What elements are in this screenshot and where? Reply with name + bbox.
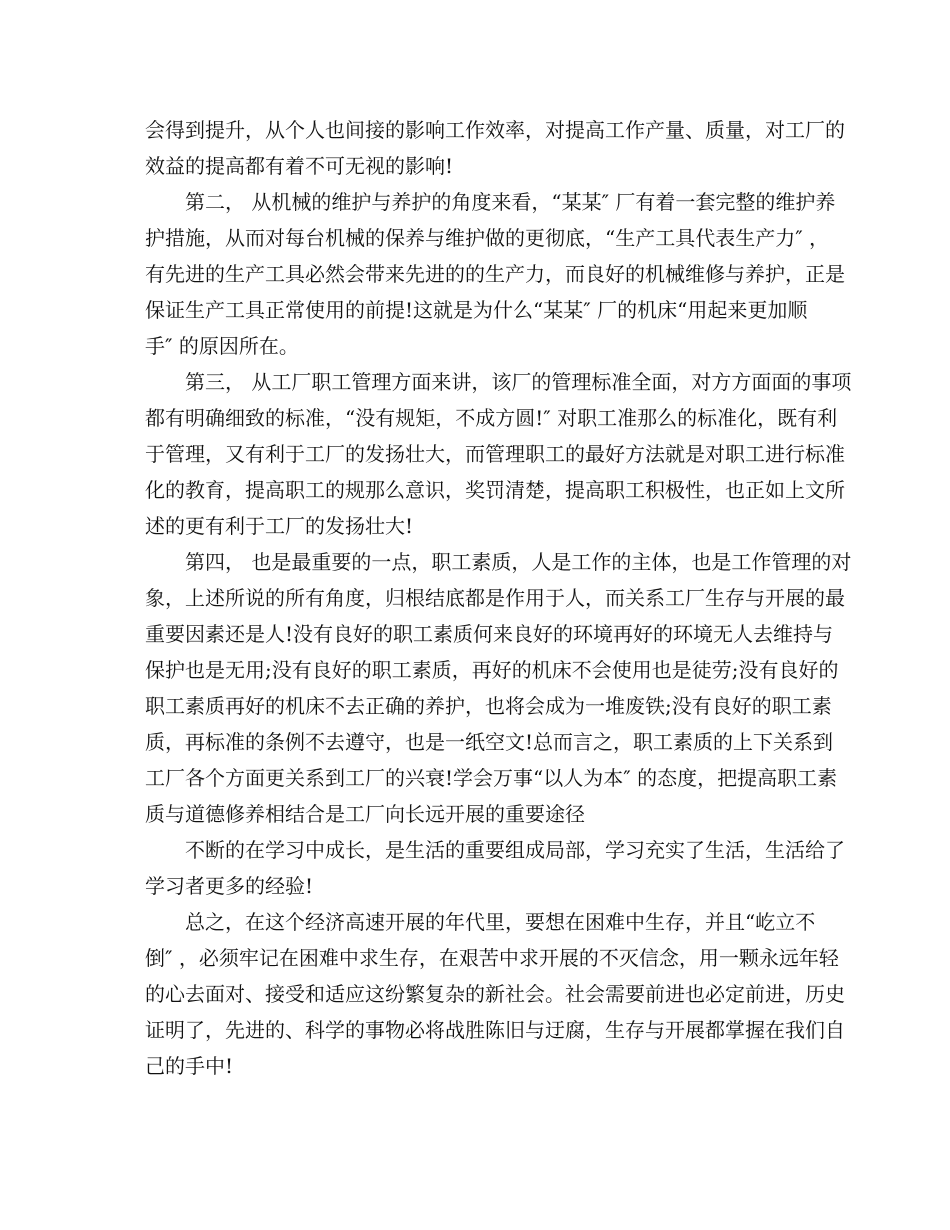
- text-line: 于管理，又有利于工厂的发扬壮大，而管理职工的最好方法就是对职工进行标准: [145, 442, 845, 466]
- text-line: 象，上述所说的所有角度，归根结底都是作用于人，而关系工厂生存与开展的最: [145, 586, 845, 610]
- text-line: 保证生产工具正常使用的前提!这就是为什么“某某″ 厂的机床“用起来更加顺: [145, 298, 808, 322]
- text-line: 工厂各个方面更关系到工厂的兴衰!学会万事“以人为本″ 的态度，把提高职工素: [145, 766, 838, 790]
- text-line: 化的教育，提高职工的规那么意识，奖罚清楚，提高职工积极性，也正如上文所: [145, 478, 845, 502]
- text-line: 重要因素还是人!没有良好的职工素质何来良好的环境再好的环境无人去维持与: [145, 622, 834, 646]
- text-line: 都有明确细致的标准，“没有规矩，不成方圆!″ 对职工准那么的标准化，既有利: [145, 406, 838, 430]
- paragraph-start-line: 第二， 从机械的维护与养护的角度来看，“某某″ 厂有着一套完整的维护养: [185, 190, 836, 214]
- text-line: 护措施，从而对每台机械的保养与维护做的更彻底，“生产工具代表生产力″ ，: [145, 226, 830, 250]
- text-line: 有先进的生产工具必然会带来先进的的生产力，而良好的机械维修与养护，正是: [145, 262, 845, 286]
- text-line: 质，再标准的条例不去遵守，也是一纸空文!总而言之，职工素质的上下关系到: [145, 730, 834, 754]
- paragraph-start-line: 第三， 从工厂职工管理方面来讲，该厂的管理标准全面，对方方面面的事项: [185, 370, 852, 394]
- text-line: 学习者更多的经验!: [145, 874, 314, 898]
- text-line: 的心去面对、接受和适应这纷繁复杂的新社会。社会需要前进也必定前进，历史: [145, 982, 845, 1006]
- text-line: 保护也是无用;没有良好的职工素质，再好的机床不会使用也是徒劳;没有良好的: [145, 658, 839, 682]
- text-line: 手″ 的原因所在。: [145, 334, 299, 358]
- text-line: 效益的提高都有着不可无视的影响!: [145, 154, 454, 178]
- text-line: 倒″ ，必须牢记在困难中求生存，在艰苦中求开展的不灭信念，用一颗永远年轻: [145, 946, 839, 970]
- paragraph-start-line: 总之，在这个经济高速开展的年代里，要想在困难中生存，并且“屹立不: [185, 910, 816, 934]
- text-line: 己的手中!: [145, 1054, 234, 1078]
- paragraph-start-line: 不断的在学习中成长，是生活的重要组成局部，学习充实了生活，生活给了: [185, 838, 845, 862]
- text-line: 质与道德修养相结合是工厂向长远开展的重要途径: [145, 802, 585, 826]
- text-line: 述的更有利于工厂的发扬壮大!: [145, 514, 414, 538]
- text-line: 证明了，先进的、科学的事物必将战胜陈旧与迂腐，生存与开展都掌握在我们自: [145, 1018, 845, 1042]
- text-line: 职工素质再好的机床不去正确的养护，也将会成为一堆废铁;没有良好的职工素: [145, 694, 832, 718]
- paragraph-start-line: 第四， 也是最重要的一点，职工素质，人是工作的主体，也是工作管理的对: [185, 550, 852, 574]
- text-line: 会得到提升，从个人也间接的影响工作效率，对提高工作产量、质量，对工厂的: [145, 118, 845, 142]
